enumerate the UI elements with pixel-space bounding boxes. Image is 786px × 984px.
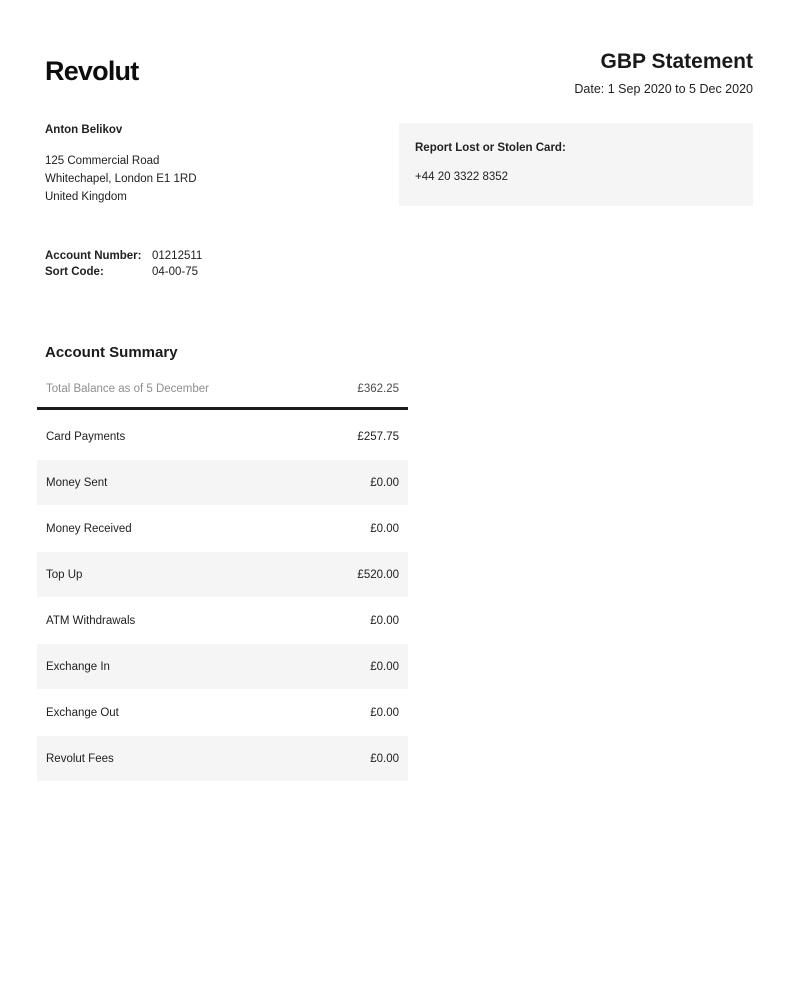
table-row: [37, 414, 408, 459]
revolut-logo: Revolut: [45, 56, 139, 86]
lost-card-label: Report Lost or Stolen Card:: [415, 142, 566, 154]
table-row: [37, 506, 408, 551]
row-value: £0.00: [370, 660, 399, 673]
row-label: Money Received: [46, 522, 132, 535]
account-holder-address: [45, 152, 197, 206]
address-line: Whitechapel, London E1 1RD: [45, 173, 197, 185]
header-right: [574, 50, 753, 96]
row-value: £0.00: [370, 706, 399, 719]
row-value: £0.00: [370, 752, 399, 765]
row-label: Exchange Out: [46, 706, 119, 719]
account-number-label: Account Number:: [45, 250, 142, 262]
lost-card-phone: +44 20 3322 8352: [415, 171, 509, 183]
total-balance-row: [37, 383, 408, 410]
table-row: [37, 598, 408, 643]
total-balance-label: Total Balance as of 5 December: [46, 383, 210, 395]
row-label: Card Payments: [46, 430, 126, 443]
statement-header: [45, 50, 753, 96]
row-label: Top Up: [46, 568, 83, 581]
table-row: [37, 460, 408, 505]
address-line: United Kingdom: [45, 191, 127, 203]
row-label: ATM Withdrawals: [46, 614, 136, 627]
total-balance-value: £362.25: [357, 383, 399, 395]
table-row: [37, 552, 408, 597]
sort-code-value: 04-00-75: [152, 266, 199, 278]
info-section: [45, 123, 753, 206]
row-label: Money Sent: [46, 476, 108, 489]
account-number-row: [45, 248, 753, 264]
sort-code-row: [45, 264, 753, 280]
row-value: £0.00: [370, 614, 399, 627]
account-summary-table: [37, 383, 408, 781]
statement-date-range: Date: 1 Sep 2020 to 5 Dec 2020: [574, 82, 753, 96]
table-row: [37, 736, 408, 781]
row-label: Revolut Fees: [46, 752, 114, 765]
address-line: 125 Commercial Road: [45, 155, 160, 167]
account-holder-block: [45, 123, 197, 206]
row-value: £0.00: [370, 522, 399, 535]
row-value: £257.75: [357, 430, 399, 443]
table-row: [37, 690, 408, 735]
account-summary-title: Account Summary: [45, 344, 178, 361]
table-row: [37, 644, 408, 689]
statement-title: GBP Statement: [600, 50, 753, 73]
account-holder-name: Anton Belikov: [45, 124, 123, 136]
sort-code-label: Sort Code:: [45, 266, 104, 278]
row-value: £520.00: [357, 568, 399, 581]
lost-card-box: [399, 123, 753, 206]
row-value: £0.00: [370, 476, 399, 489]
account-details: [45, 248, 753, 280]
account-number-value: 01212511: [152, 250, 203, 262]
summary-rows: [37, 414, 408, 781]
row-label: Exchange In: [46, 660, 110, 673]
